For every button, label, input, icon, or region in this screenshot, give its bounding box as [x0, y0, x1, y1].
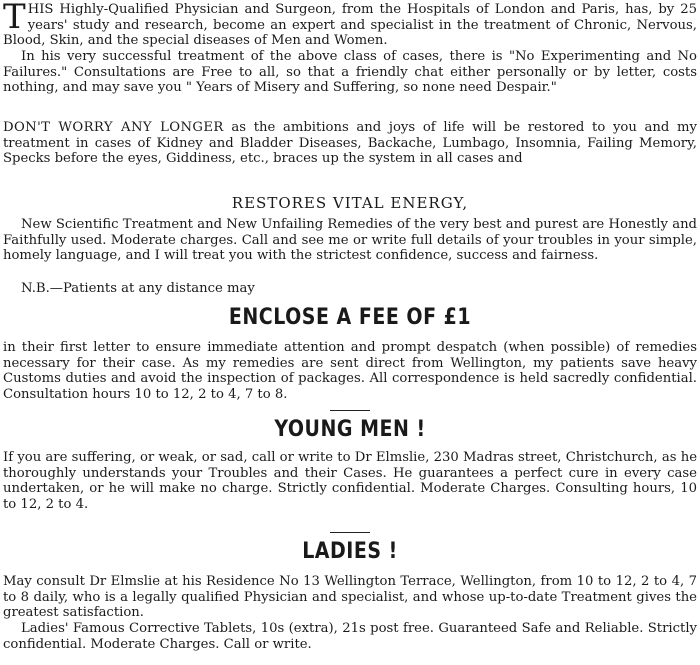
treatment-paragraph: In his very successful treatment of the above class of cases, there is "No Experimenting and No Failures." Consultations are Free to all, so that a friendly chat either personally or by letter, costs nothing, and may save you " Years of Misery and Suffering, so none need Despair." — [3, 49, 697, 96]
young-men-paragraph: If you are suffering, or weak, or sad, call or write to Dr Elmslie, 230 Madras street, Christchurch, as he thoroughly understands your Troubles and their Cases. He guarantees a perfect cure in every case undertaken, or he will make no charge. Strictly confidential. Moderate Charges. Consulting hours, 10 to 12, 2 to 4. — [3, 450, 697, 512]
nb-paragraph: N.B.—Patients at any distance may — [21, 281, 255, 296]
dont-worry-lead: DON'T WORRY ANY LONGER — [3, 120, 224, 135]
intro-paragraph — [3, 2, 697, 49]
intro-text: HIS Highly-Qualified Physician and Surgeon, from the Hospitals of London and Paris, has, by 25 years' study and research, become an expert and specialist in the treatment of Chronic, Nervous, Blood, Skin, and the special diseases of Men and Women. — [3, 2, 697, 49]
enclose-fee-heading: ENCLOSE A FEE OF £1 — [228, 304, 472, 330]
divider-rule — [330, 410, 370, 411]
tablets-paragraph: Ladies' Famous Corrective Tablets, 10s (extra), 21s post free. Guaranteed Safe and Reliable. Strictly confidential. Moderate Charges. Call or write. — [3, 621, 697, 652]
young-men-heading: YOUNG MEN ! — [274, 416, 426, 442]
restores-heading: RESTORES VITAL ENERGY, — [231, 194, 469, 212]
ladies-heading: LADIES ! — [302, 538, 398, 564]
dont-worry-text: as the ambitions and joys of life will be restored to you and my treatment in cases of Kidney and Bladder Diseases, Backache, Lumbago, Insomnia, Failing Memory, Specks before the eyes, Giddiness, etc., braces up the system in all cases and — [3, 120, 697, 167]
ladies-paragraph: May consult Dr Elmslie at his Residence No 13 Wellington Terrace, Wellington, from 10 to 12, 2 to 4, 7 to 8 daily, who is a legally qualified Physician and specialist, and whose up-to-date Treatment gives the greatest satisfaction. — [3, 574, 697, 621]
divider-rule — [330, 532, 370, 533]
scientific-paragraph: New Scientific Treatment and New Unfailing Remedies of the very best and purest are Honestly and Faithfully used. Moderate charges. Call and see me or write full details of your troubles in your simple, homely language, and I will treat you with the strictest confidence, success and fairness. — [3, 217, 697, 264]
first-letter-paragraph: in their first letter to ensure immediate attention and prompt despatch (when possible) of remedies necessary for their case. As my remedies are sent direct from Wellington, my patients save heavy Customs duties and avoid the inspection of packages. All correspondence is held sacredly confidential. Consultation hours 10 to 12, 2 to 4, 7 to 8. — [3, 340, 697, 402]
dont-worry-paragraph — [3, 120, 697, 167]
drop-cap: T — [3, 0, 26, 37]
